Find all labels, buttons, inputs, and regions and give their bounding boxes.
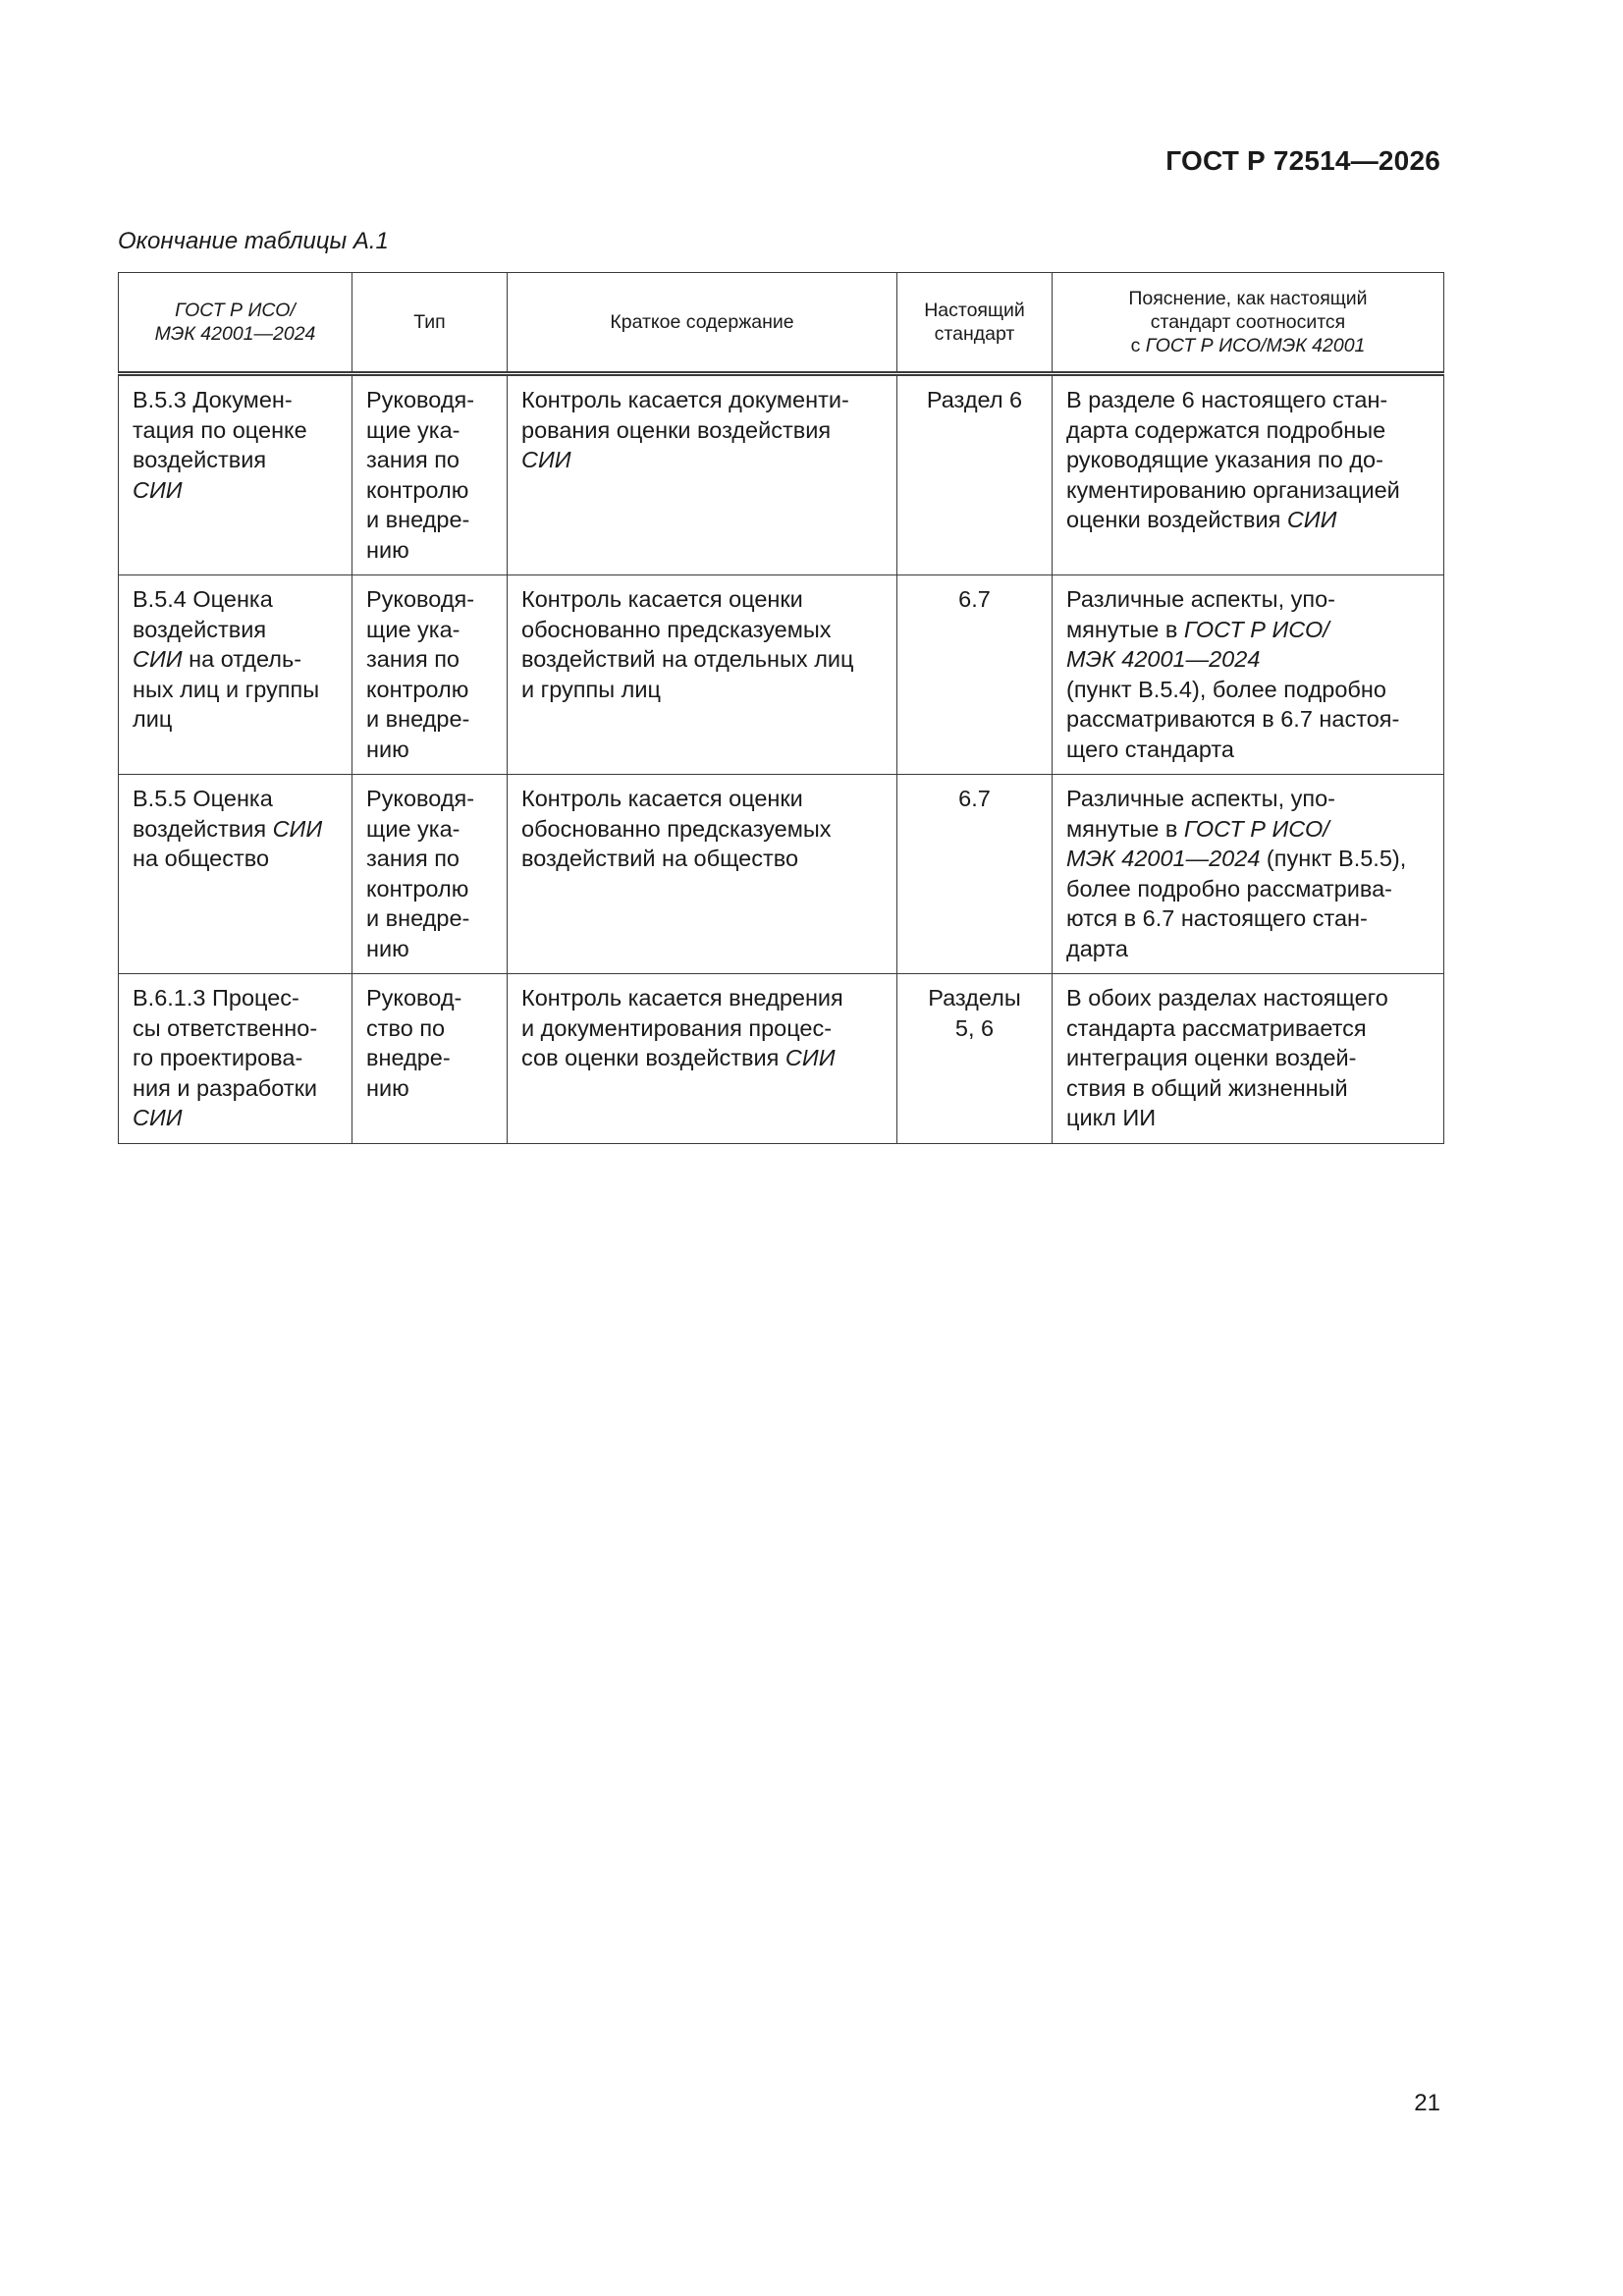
cell-text-line: стандарта рассматривается bbox=[1066, 1014, 1367, 1041]
cell-text-line: МЭК 42001—2024 bbox=[1066, 646, 1261, 672]
cell-text-line: МЭК 42001—2024 (пункт В.5.5), bbox=[1066, 846, 1407, 871]
cell-text-line: цикл ИИ bbox=[1066, 1105, 1157, 1130]
table-row bbox=[119, 575, 1444, 775]
cell-text-line: с ГОСТ Р ИСО/МЭК 42001 bbox=[1130, 335, 1366, 356]
cell-text-line: щие ука- bbox=[366, 416, 460, 443]
cell-text-line: и документирования процес- bbox=[521, 1014, 833, 1041]
cell-text-line: сов оценки воздействия СИИ bbox=[521, 1045, 836, 1070]
cell-summary bbox=[508, 775, 897, 974]
cell-text-line: дарта bbox=[1066, 935, 1128, 961]
table-header-row bbox=[119, 273, 1444, 374]
cell-text-line: В.6.1.3 Процес- bbox=[133, 985, 299, 1011]
cell-explanation bbox=[1053, 575, 1444, 775]
cell-text-line: В разделе 6 настоящего стан- bbox=[1066, 387, 1388, 412]
cell-text-line: тация по оценке bbox=[133, 416, 307, 443]
cell-text-line: 5, 6 bbox=[954, 1014, 995, 1041]
cell-text-line: В.5.3 Докумен- bbox=[133, 387, 293, 412]
cell-this-standard bbox=[897, 775, 1053, 974]
header-source-clause bbox=[119, 273, 352, 374]
cell-text-line: ГОСТ Р ИСО/ bbox=[175, 300, 296, 321]
header-explanation bbox=[1053, 273, 1444, 374]
cell-text-line: мянутые в ГОСТ Р ИСО/ bbox=[1066, 616, 1329, 642]
cell-type bbox=[352, 974, 508, 1144]
cell-text-line: Контроль касается внедрения bbox=[521, 985, 843, 1011]
cell-text-line: щие ука- bbox=[366, 815, 460, 842]
cell-text-line: 6.7 bbox=[958, 786, 991, 811]
cell-explanation bbox=[1053, 974, 1444, 1144]
cell-text-line: щие ука- bbox=[366, 616, 460, 642]
cell-explanation bbox=[1053, 374, 1444, 575]
cell-text-line: нию bbox=[366, 935, 409, 961]
cell-text-line: интеграция оценки воздей- bbox=[1066, 1045, 1357, 1070]
cell-text-line: В.5.5 Оценка bbox=[133, 786, 273, 811]
cell-text-line: рассматриваются в 6.7 настоя- bbox=[1066, 706, 1400, 732]
cell-this-standard bbox=[897, 374, 1053, 575]
cell-text-line: го проектирова- bbox=[133, 1045, 303, 1070]
cell-text-line: и внедре- bbox=[366, 507, 470, 532]
cell-text-line: Краткое содержание bbox=[610, 311, 794, 333]
cell-text-line: дарта содержатся подробные bbox=[1066, 416, 1386, 443]
cell-text-line: сы ответственно- bbox=[133, 1014, 318, 1041]
cell-text-line: воздействия СИИ bbox=[133, 815, 323, 842]
cell-text-line: Тип bbox=[413, 311, 446, 333]
cell-type bbox=[352, 775, 508, 974]
cell-text-line: мянутые в ГОСТ Р ИСО/ bbox=[1066, 815, 1329, 842]
cell-text-line: В обоих разделах настоящего bbox=[1066, 985, 1388, 1011]
cell-text-line: воздействий на общество bbox=[521, 846, 799, 871]
cell-text-line: ство по bbox=[366, 1014, 446, 1041]
cell-text-line: Разделы bbox=[928, 985, 1021, 1011]
table-caption: Окончание таблицы А.1 bbox=[118, 228, 389, 254]
cell-text-line: стандарт соотносится bbox=[1150, 311, 1346, 333]
cell-text-line: воздействия bbox=[133, 447, 267, 472]
cell-source-clause bbox=[119, 575, 352, 775]
page-number: 21 bbox=[1414, 2090, 1440, 2116]
cell-text-line: более подробно рассматрива- bbox=[1066, 875, 1392, 902]
cell-text-line: контролю bbox=[366, 875, 469, 902]
cell-text-line: Контроль касается оценки bbox=[521, 786, 803, 811]
cell-text-line: лиц bbox=[133, 706, 173, 732]
cell-text-line: щего стандарта bbox=[1066, 736, 1234, 762]
cell-text-line: воздействия bbox=[133, 616, 267, 642]
cell-text-line: обоснованно предсказуемых bbox=[521, 616, 832, 642]
cell-text-line: ния и разработки bbox=[133, 1074, 317, 1101]
cell-text-line: Раздел 6 bbox=[926, 387, 1023, 412]
cell-text-line: контролю bbox=[366, 676, 469, 702]
cell-this-standard bbox=[897, 575, 1053, 775]
cell-text-line: обоснованно предсказуемых bbox=[521, 815, 832, 842]
cell-text-line: Настоящий bbox=[924, 300, 1025, 321]
cell-text-line: В.5.4 Оценка bbox=[133, 586, 273, 612]
cell-text-line: зания по bbox=[366, 646, 460, 672]
cell-text-line: и внедре- bbox=[366, 905, 470, 931]
cell-text-line: Руковод- bbox=[366, 985, 462, 1011]
cell-text-line: контролю bbox=[366, 476, 469, 503]
cell-text-line: Руководя- bbox=[366, 586, 475, 612]
table-row bbox=[119, 775, 1444, 974]
cell-text-line: нию bbox=[366, 536, 409, 563]
cell-text-line: Контроль касается документи- bbox=[521, 387, 849, 412]
cell-text-line: руководящие указания по до- bbox=[1066, 447, 1383, 472]
cell-text-line: стандарт bbox=[934, 323, 1015, 345]
cell-text-line: Руководя- bbox=[366, 786, 475, 811]
cell-text-line: Различные аспекты, упо- bbox=[1066, 586, 1336, 612]
table-container bbox=[118, 272, 1443, 1144]
cell-text-line: нию bbox=[366, 736, 409, 762]
cell-text-line: ствия в общий жизненный bbox=[1066, 1074, 1348, 1101]
cell-text-line: МЭК 42001—2024 bbox=[154, 323, 316, 345]
cell-text-line: Руководя- bbox=[366, 387, 475, 412]
cell-type bbox=[352, 575, 508, 775]
cell-text-line: и группы лиц bbox=[521, 676, 661, 702]
cell-text-line: внедре- bbox=[366, 1045, 451, 1070]
cell-source-clause bbox=[119, 974, 352, 1144]
cell-text-line: Контроль касается оценки bbox=[521, 586, 803, 612]
table-header bbox=[119, 273, 1444, 374]
cell-text-line: Пояснение, как настоящий bbox=[1128, 288, 1368, 309]
cell-summary bbox=[508, 374, 897, 575]
table-row bbox=[119, 374, 1444, 575]
cell-this-standard bbox=[897, 974, 1053, 1144]
table-body bbox=[119, 374, 1444, 1144]
cell-source-clause bbox=[119, 374, 352, 575]
cell-text-line: (пункт В.5.4), более подробно bbox=[1066, 676, 1386, 702]
table-row bbox=[119, 974, 1444, 1144]
cell-text-line: СИИ bbox=[521, 447, 571, 472]
cell-text-line: оценки воздействия СИИ bbox=[1066, 507, 1337, 532]
cell-text-line: СИИ bbox=[133, 1105, 183, 1130]
cell-text-line: воздействий на отдельных лиц bbox=[521, 646, 854, 672]
cell-text-line: зания по bbox=[366, 846, 460, 871]
cell-text-line: и внедре- bbox=[366, 706, 470, 732]
cell-explanation bbox=[1053, 775, 1444, 974]
cell-summary bbox=[508, 974, 897, 1144]
cell-text-line: ных лиц и группы bbox=[133, 676, 320, 702]
cell-text-line: Различные аспекты, упо- bbox=[1066, 786, 1336, 811]
cell-text-line: 6.7 bbox=[958, 586, 991, 612]
cell-text-line: СИИ bbox=[133, 476, 183, 503]
document-code: ГОСТ Р 72514—2026 bbox=[1165, 145, 1440, 176]
cell-text-line: нию bbox=[366, 1074, 409, 1101]
cell-text-line: кументированию организацией bbox=[1066, 476, 1400, 503]
header-this-standard bbox=[897, 273, 1053, 374]
cell-text-line: рования оценки воздействия bbox=[521, 416, 832, 443]
correspondence-table bbox=[118, 272, 1444, 1144]
cell-text-line: ются в 6.7 настоящего стан- bbox=[1066, 905, 1368, 931]
cell-type bbox=[352, 374, 508, 575]
header-type bbox=[352, 273, 508, 374]
cell-text-line: зания по bbox=[366, 447, 460, 472]
cell-source-clause bbox=[119, 775, 352, 974]
cell-summary bbox=[508, 575, 897, 775]
cell-text-line: СИИ на отдель- bbox=[133, 646, 302, 672]
cell-text-line: на общество bbox=[133, 846, 270, 871]
header-summary bbox=[508, 273, 897, 374]
